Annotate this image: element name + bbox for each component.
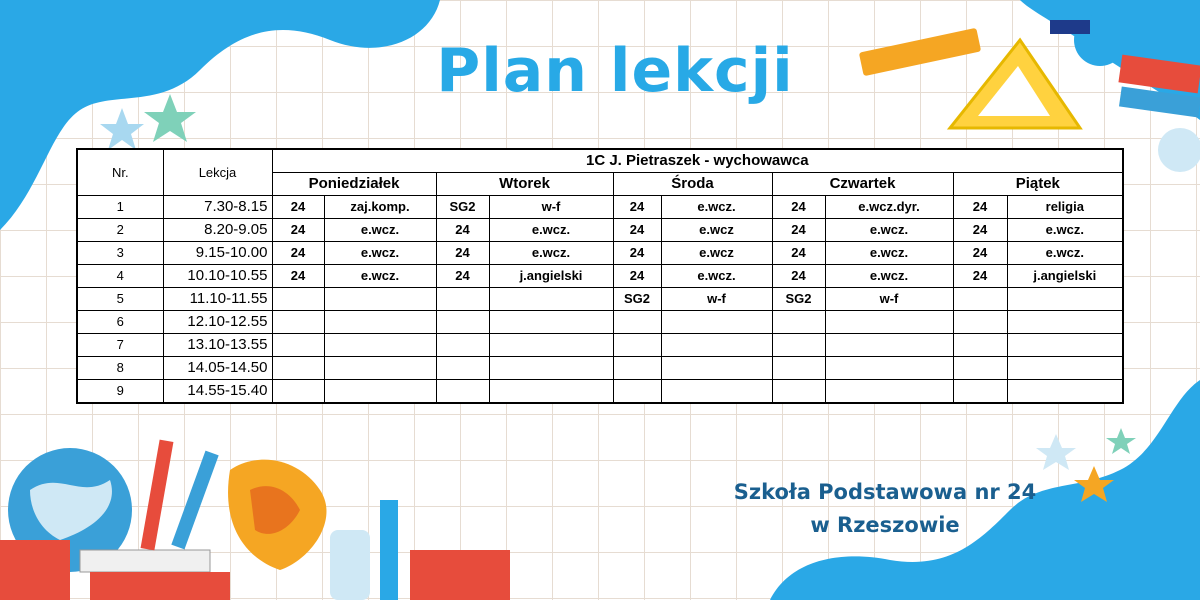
subject-cell: e.wcz. bbox=[661, 196, 772, 219]
subject-cell bbox=[324, 380, 436, 404]
room-cell: 24 bbox=[436, 265, 489, 288]
lesson-time: 7.30-8.15 bbox=[163, 196, 272, 219]
day-header: Czwartek bbox=[772, 173, 953, 196]
room-cell bbox=[613, 380, 661, 404]
room-cell bbox=[272, 357, 324, 380]
room-cell bbox=[772, 380, 825, 404]
subject-cell: e.wcz. bbox=[825, 219, 953, 242]
subject-cell: w-f bbox=[489, 196, 613, 219]
room-cell: 24 bbox=[436, 219, 489, 242]
subject-cell: e.wcz bbox=[661, 242, 772, 265]
room-cell: SG2 bbox=[772, 288, 825, 311]
subject-cell bbox=[324, 311, 436, 334]
subject-cell bbox=[1007, 357, 1123, 380]
room-cell bbox=[436, 288, 489, 311]
room-cell: 24 bbox=[772, 219, 825, 242]
lesson-time: 11.10-11.55 bbox=[163, 288, 272, 311]
subject-cell: e.wcz. bbox=[825, 265, 953, 288]
table-row bbox=[77, 334, 1123, 357]
subject-cell bbox=[825, 311, 953, 334]
subject-cell: e.wcz.dyr. bbox=[825, 196, 953, 219]
room-cell: 24 bbox=[772, 242, 825, 265]
subject-cell bbox=[825, 334, 953, 357]
subject-cell bbox=[489, 334, 613, 357]
room-cell: SG2 bbox=[613, 288, 661, 311]
room-cell: 24 bbox=[272, 265, 324, 288]
school-name-line1: Szkoła Podstawowa nr 24 bbox=[733, 480, 1037, 504]
subject-cell bbox=[1007, 380, 1123, 404]
room-cell bbox=[953, 357, 1007, 380]
lesson-number: 4 bbox=[77, 265, 163, 288]
header-nr: Nr. bbox=[77, 149, 163, 196]
subject-cell: e.wcz. bbox=[1007, 242, 1123, 265]
day-header: Piątek bbox=[953, 173, 1123, 196]
day-header: Środa bbox=[613, 173, 772, 196]
subject-cell: e.wcz. bbox=[661, 265, 772, 288]
subject-cell: j.angielski bbox=[489, 265, 613, 288]
room-cell bbox=[436, 357, 489, 380]
table-row bbox=[77, 242, 1123, 265]
lesson-number: 6 bbox=[77, 311, 163, 334]
subject-cell: e.wcz. bbox=[324, 265, 436, 288]
subject-cell: e.wcz. bbox=[324, 242, 436, 265]
lesson-time: 14.55-15.40 bbox=[163, 380, 272, 404]
page-title: Plan lekcji bbox=[436, 36, 794, 106]
room-cell bbox=[953, 334, 1007, 357]
timetable bbox=[76, 148, 1124, 404]
school-name-line2: w Rzeszowie bbox=[810, 513, 960, 537]
subject-cell bbox=[324, 357, 436, 380]
table-row bbox=[77, 357, 1123, 380]
header-lekcja: Lekcja bbox=[163, 149, 272, 196]
subject-cell: zaj.komp. bbox=[324, 196, 436, 219]
subject-cell: w-f bbox=[825, 288, 953, 311]
class-heading: 1C J. Pietraszek - wychowawca bbox=[272, 149, 1123, 173]
room-cell bbox=[436, 311, 489, 334]
subject-cell: e.wcz. bbox=[489, 242, 613, 265]
room-cell: 24 bbox=[272, 219, 324, 242]
subject-cell bbox=[1007, 334, 1123, 357]
lesson-number: 1 bbox=[77, 196, 163, 219]
table-row bbox=[77, 219, 1123, 242]
room-cell bbox=[436, 334, 489, 357]
room-cell bbox=[613, 311, 661, 334]
room-cell: 24 bbox=[272, 196, 324, 219]
subject-cell bbox=[1007, 311, 1123, 334]
room-cell bbox=[772, 311, 825, 334]
room-cell bbox=[772, 334, 825, 357]
subject-cell: j.angielski bbox=[1007, 265, 1123, 288]
lesson-time: 13.10-13.55 bbox=[163, 334, 272, 357]
subject-cell: e.wcz. bbox=[825, 242, 953, 265]
room-cell: 24 bbox=[772, 196, 825, 219]
subject-cell: religia bbox=[1007, 196, 1123, 219]
subject-cell: e.wcz. bbox=[1007, 219, 1123, 242]
lesson-time: 12.10-12.55 bbox=[163, 311, 272, 334]
table-row bbox=[77, 288, 1123, 311]
lesson-time: 14.05-14.50 bbox=[163, 357, 272, 380]
subject-cell bbox=[661, 380, 772, 404]
table-row bbox=[77, 196, 1123, 219]
subject-cell bbox=[324, 334, 436, 357]
table-row bbox=[77, 311, 1123, 334]
subject-cell bbox=[825, 380, 953, 404]
subject-cell bbox=[825, 357, 953, 380]
room-cell bbox=[613, 334, 661, 357]
room-cell bbox=[272, 334, 324, 357]
subject-cell bbox=[661, 357, 772, 380]
subject-cell: e.wcz. bbox=[489, 219, 613, 242]
room-cell: 24 bbox=[953, 219, 1007, 242]
table-row bbox=[77, 265, 1123, 288]
room-cell bbox=[953, 288, 1007, 311]
subject-cell bbox=[661, 334, 772, 357]
subject-cell: e.wcz. bbox=[324, 219, 436, 242]
lesson-time: 10.10-10.55 bbox=[163, 265, 272, 288]
room-cell: 24 bbox=[613, 196, 661, 219]
room-cell bbox=[272, 380, 324, 404]
subject-cell bbox=[324, 288, 436, 311]
subject-cell: w-f bbox=[661, 288, 772, 311]
room-cell: 24 bbox=[613, 219, 661, 242]
room-cell: SG2 bbox=[436, 196, 489, 219]
room-cell bbox=[613, 357, 661, 380]
school-name bbox=[700, 476, 1070, 542]
room-cell: 24 bbox=[953, 196, 1007, 219]
lesson-number: 5 bbox=[77, 288, 163, 311]
subject-cell bbox=[661, 311, 772, 334]
subject-cell bbox=[489, 380, 613, 404]
table-row bbox=[77, 380, 1123, 404]
room-cell: 24 bbox=[613, 242, 661, 265]
room-cell: 24 bbox=[272, 242, 324, 265]
subject-cell bbox=[489, 288, 613, 311]
subject-cell bbox=[489, 357, 613, 380]
lesson-number: 8 bbox=[77, 357, 163, 380]
lesson-time: 9.15-10.00 bbox=[163, 242, 272, 265]
lesson-time: 8.20-9.05 bbox=[163, 219, 272, 242]
room-cell: 24 bbox=[953, 242, 1007, 265]
lesson-number: 3 bbox=[77, 242, 163, 265]
room-cell bbox=[272, 311, 324, 334]
lesson-number: 7 bbox=[77, 334, 163, 357]
room-cell bbox=[772, 357, 825, 380]
room-cell: 24 bbox=[436, 242, 489, 265]
lesson-number: 9 bbox=[77, 380, 163, 404]
room-cell bbox=[953, 311, 1007, 334]
room-cell: 24 bbox=[953, 265, 1007, 288]
room-cell bbox=[436, 380, 489, 404]
room-cell bbox=[953, 380, 1007, 404]
school-supplies-bottom-left bbox=[0, 430, 560, 600]
lesson-number: 2 bbox=[77, 219, 163, 242]
room-cell bbox=[272, 288, 324, 311]
day-header: Wtorek bbox=[436, 173, 613, 196]
subject-cell bbox=[1007, 288, 1123, 311]
subject-cell bbox=[489, 311, 613, 334]
subject-cell: e.wcz bbox=[661, 219, 772, 242]
room-cell: 24 bbox=[772, 265, 825, 288]
room-cell: 24 bbox=[613, 265, 661, 288]
day-header: Poniedziałek bbox=[272, 173, 436, 196]
